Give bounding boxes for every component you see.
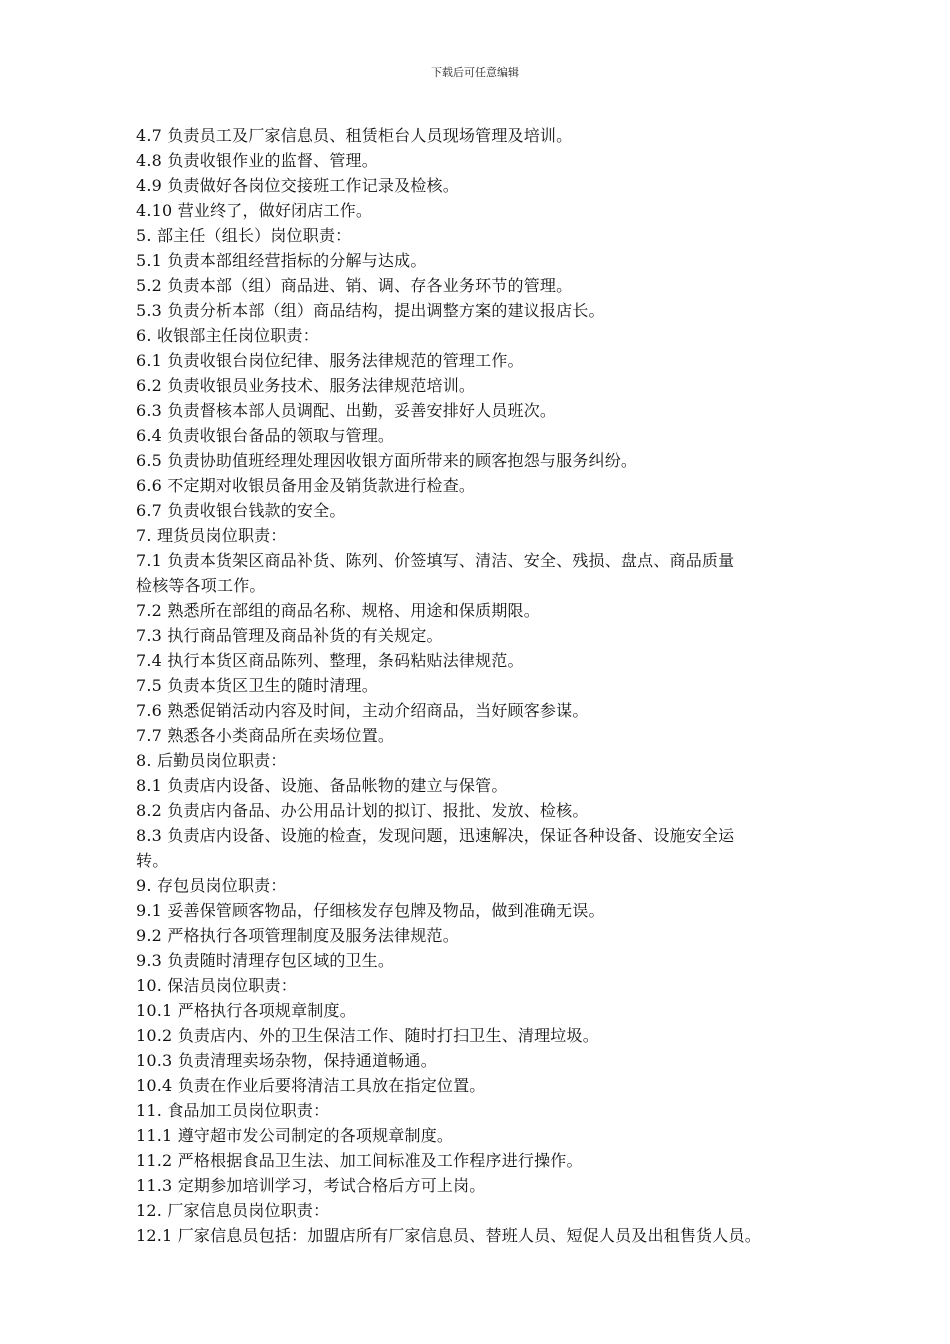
text-line: 10. 保洁员岗位职责： — [136, 976, 297, 995]
text-line: 检核等各项工作。 — [136, 576, 266, 595]
text-line: 4.8 负责收银作业的监督、管理。 — [136, 151, 378, 170]
document-body — [136, 123, 866, 1248]
text-line: 11. 食品加工员岗位职责： — [136, 1101, 330, 1120]
page-header: 下载后可任意编辑 — [431, 66, 519, 79]
text-line: 7. 理货员岗位职责： — [136, 526, 287, 545]
text-line: 5.3 负责分析本部（组）商品结构，提出调整方案的建议报店长。 — [136, 301, 605, 320]
text-line: 7.3 执行商品管理及商品补货的有关规定。 — [136, 626, 443, 645]
text-line: 10.2 负责店内、外的卫生保洁工作、随时打扫卫生、清理垃圾。 — [136, 1026, 599, 1045]
text-line: 7.2 熟悉所在部组的商品名称、规格、用途和保质期限。 — [136, 601, 540, 620]
text-line: 6.7 负责收银台钱款的安全。 — [136, 501, 346, 520]
text-line: 12. 厂家信息员岗位职责： — [136, 1201, 330, 1220]
text-line: 5.1 负责本部组经营指标的分解与达成。 — [136, 251, 427, 270]
text-line: 6.3 负责督核本部人员调配、出勤，妥善安排好人员班次。 — [136, 401, 557, 420]
text-line: 9.3 负责随时清理存包区域的卫生。 — [136, 951, 395, 970]
text-line: 8. 后勤员岗位职责： — [136, 751, 287, 770]
text-line: 4.10 营业终了，做好闭店工作。 — [136, 201, 373, 220]
text-line: 7.4 执行本货区商品陈列、整理，条码粘贴法律规范。 — [136, 651, 524, 670]
text-line: 11.3 定期参加培训学习，考试合格后方可上岗。 — [136, 1176, 486, 1195]
text-line: 9.2 严格执行各项管理制度及服务法律规范。 — [136, 926, 459, 945]
text-line: 6.2 负责收银员业务技术、服务法律规范培训。 — [136, 376, 476, 395]
text-line: 6.1 负责收银台岗位纪律、服务法律规范的管理工作。 — [136, 351, 524, 370]
text-line: 10.3 负责清理卖场杂物，保持通道畅通。 — [136, 1051, 437, 1070]
text-line: 7.7 熟悉各小类商品所在卖场位置。 — [136, 726, 395, 745]
text-line: 6.5 负责协助值班经理处理因收银方面所带来的顾客抱怨与服务纠纷。 — [136, 451, 638, 470]
text-line: 9. 存包员岗位职责： — [136, 876, 287, 895]
text-line: 7.1 负责本货架区商品补货、陈列、价签填写、清洁、安全、残损、盘点、商品质量 — [136, 551, 735, 570]
text-line: 8.1 负责店内设备、设施、备品帐物的建立与保管。 — [136, 776, 508, 795]
text-line: 6.4 负责收银台备品的领取与管理。 — [136, 426, 395, 445]
text-line: 5. 部主任（组长）岗位职责： — [136, 226, 352, 245]
text-line: 11.1 遵守超市发公司制定的各项规章制度。 — [136, 1126, 454, 1145]
text-line: 10.1 严格执行各项规章制度。 — [136, 1001, 356, 1020]
text-line: 4.7 负责员工及厂家信息员、租赁柜台人员现场管理及培训。 — [136, 126, 573, 145]
text-line: 转。 — [136, 851, 169, 870]
text-line: 5.2 负责本部（组）商品进、销、调、存各业务环节的管理。 — [136, 276, 573, 295]
text-line: 12.1 厂家信息员包括：加盟店所有厂家信息员、替班人员、短促人员及出租售货人员。 — [136, 1226, 761, 1245]
text-line: 11.2 严格根据食品卫生法、加工间标准及工作程序进行操作。 — [136, 1151, 583, 1170]
text-line: 6. 收银部主任岗位职责： — [136, 326, 319, 345]
text-line: 8.3 负责店内设备、设施的检查，发现问题，迅速解决，保证各种设备、设施安全运 — [136, 826, 735, 845]
text-line: 6.6 不定期对收银员备用金及销货款进行检查。 — [136, 476, 476, 495]
text-line: 10.4 负责在作业后要将清洁工具放在指定位置。 — [136, 1076, 486, 1095]
text-line: 4.9 负责做好各岗位交接班工作记录及检核。 — [136, 176, 459, 195]
text-line: 9.1 妥善保管顾客物品，仔细核发存包牌及物品，做到准确无误。 — [136, 901, 605, 920]
text-line: 7.6 熟悉促销活动内容及时间，主动介绍商品，当好顾客参谋。 — [136, 701, 589, 720]
text-line: 7.5 负责本货区卫生的随时清理。 — [136, 676, 378, 695]
text-line: 8.2 负责店内备品、办公用品计划的拟订、报批、发放、检核。 — [136, 801, 589, 820]
